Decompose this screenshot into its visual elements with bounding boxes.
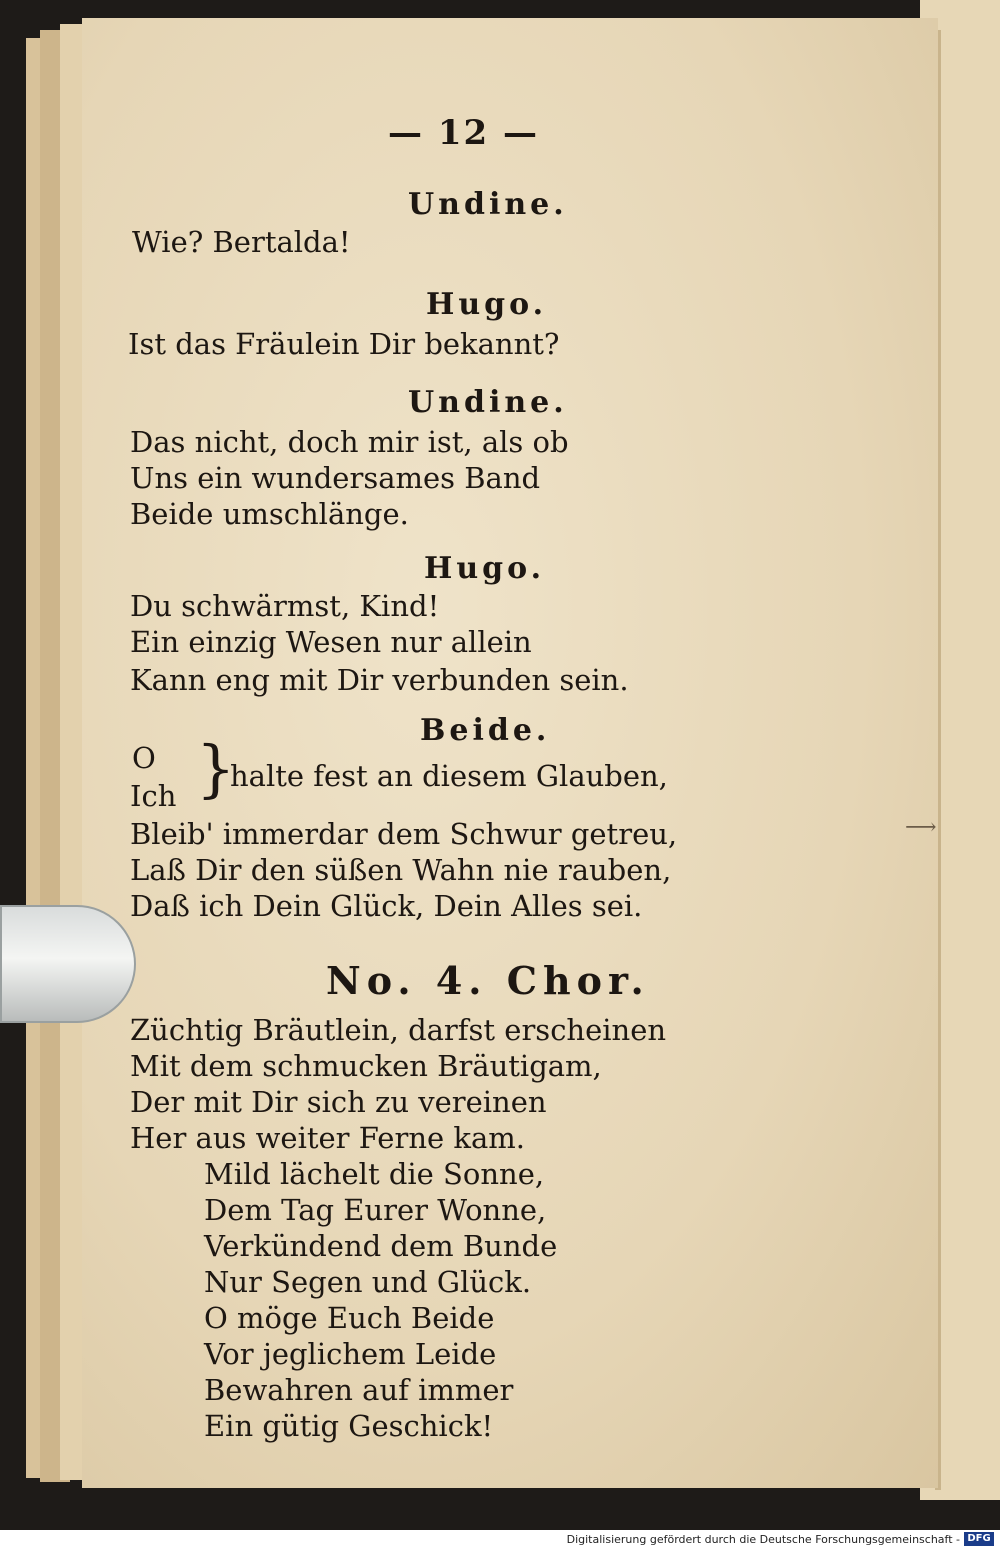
verse-line: Her aus weiter Ferne kam. [130, 1121, 525, 1155]
verse-line: Ein einzig Wesen nur allein [130, 625, 532, 659]
verse-line: Das nicht, doch mir ist, als ob [130, 425, 569, 459]
verse-line: Daß ich Dein Glück, Dein Alles sei. [130, 889, 643, 923]
verse-line: Du schwärmst, Kind! [130, 589, 440, 623]
verse-line: Kann eng mit Dir verbunden sein. [130, 663, 629, 697]
speaker-undine: Undine. [408, 385, 568, 420]
verse-line-indented: Mild lächelt die Sonne, [204, 1157, 545, 1191]
speaker-beide: Beide. [420, 713, 551, 748]
verse-line-indented: Nur Segen und Glück. [204, 1265, 532, 1299]
page-number: — 12 — [388, 113, 539, 153]
verse-line: Mit dem schmucken Bräutigam, [130, 1049, 602, 1083]
brace-option-bottom: Ich [130, 779, 177, 813]
verse-line-indented: Bewahren auf immer [204, 1373, 514, 1407]
speaker-hugo: Hugo. [426, 287, 548, 322]
verse-line: Uns ein wundersames Band [130, 461, 541, 495]
verse-line: Züchtig Bräutlein, darfst erscheinen [130, 1013, 667, 1047]
brace-option-top: O [132, 741, 156, 775]
speaker-undine: Undine. [408, 187, 568, 222]
verse-line: Wie? Bertalda! [132, 225, 351, 259]
footer-credit: Digitalisierung gefördert durch die Deutsche Forschungsgemeinschaft - [566, 1533, 960, 1546]
verse-line: Bleib' immerdar dem Schwur getreu, [130, 817, 678, 851]
pencil-mark-icon: ⟶ [905, 815, 937, 840]
verse-line-indented: Dem Tag Eurer Wonne, [204, 1193, 547, 1227]
verse-line: Beide umschlänge. [130, 497, 409, 531]
footer-bar [0, 1530, 1000, 1549]
curly-brace: } [196, 732, 236, 805]
verse-line: Ist das Fräulein Dir bekannt? [128, 327, 560, 361]
verse-line: halte fest an diesem Glauben, [230, 759, 668, 793]
verse-line-indented: O möge Euch Beide [204, 1301, 495, 1335]
section-heading: No. 4. Chor. [326, 958, 650, 1003]
verse-line: Der mit Dir sich zu vereinen [130, 1085, 547, 1119]
dfg-logo: DFG [964, 1532, 994, 1546]
speaker-hugo: Hugo. [424, 551, 546, 586]
verse-line: Laß Dir den süßen Wahn nie rauben, [130, 853, 672, 887]
verse-line-indented: Vor jeglichem Leide [204, 1337, 497, 1371]
verse-line-indented: Ein gütig Geschick! [204, 1409, 494, 1443]
plastic-page-clip [0, 905, 136, 1023]
verse-line-indented: Verkündend dem Bunde [204, 1229, 558, 1263]
